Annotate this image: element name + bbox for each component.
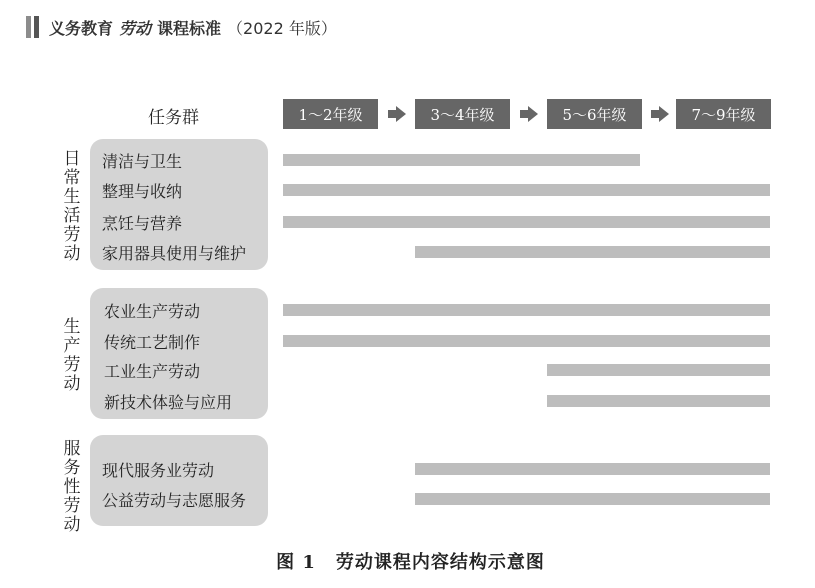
group-label-char: 动 xyxy=(63,374,81,394)
task-item: 家用器具使用与维护 xyxy=(102,244,247,263)
task-group-header: 任务群 xyxy=(148,108,199,128)
group-label-char: 生 xyxy=(63,317,81,337)
arrow-icon xyxy=(528,106,538,122)
group-label-char: 日 xyxy=(63,149,81,169)
task-item: 清洁与卫生 xyxy=(102,152,183,171)
header-bar-dark xyxy=(34,16,39,38)
header-title xyxy=(49,16,337,39)
grade-span-bar xyxy=(547,364,770,376)
grade-header-2: 3～4年级 xyxy=(415,99,510,129)
grade-span-bar xyxy=(415,463,770,475)
header-part3: 课程标准 xyxy=(157,18,222,38)
task-item: 整理与收纳 xyxy=(102,182,183,201)
grade-span-bar xyxy=(283,335,770,347)
group-label-char: 生 xyxy=(63,187,81,207)
header-part2: 劳动 xyxy=(119,18,152,38)
task-item: 现代服务业劳动 xyxy=(102,461,215,480)
grade-header-4: 7～9年级 xyxy=(676,99,771,129)
task-item: 烹饪与营养 xyxy=(102,214,183,233)
grade-span-bar xyxy=(415,493,770,505)
arrow-icon xyxy=(659,106,669,122)
caption-text: 劳动课程内容结构示意图 xyxy=(335,552,545,573)
task-item: 公益劳动与志愿服务 xyxy=(102,491,247,510)
caption-number: 图 1 xyxy=(276,552,316,573)
grade-span-bar xyxy=(283,184,770,196)
group-label-char: 劳 xyxy=(63,225,81,245)
header-bar-light xyxy=(26,16,31,38)
grade-span-bar xyxy=(547,395,770,407)
group-label-char: 动 xyxy=(63,515,81,535)
header-part4: （2022 年版） xyxy=(227,18,337,38)
task-item: 传统工艺制作 xyxy=(104,333,201,352)
group-label-char: 服 xyxy=(63,439,81,459)
group-label-char: 性 xyxy=(63,477,81,497)
grade-span-bar xyxy=(415,246,770,258)
task-item: 新技术体验与应用 xyxy=(104,393,233,412)
header-part1: 义务教育 xyxy=(49,18,114,38)
group-label-char: 常 xyxy=(63,168,81,188)
task-item: 农业生产劳动 xyxy=(104,302,201,321)
group-label-char: 劳 xyxy=(63,496,81,516)
arrow-icon xyxy=(396,106,406,122)
group-label-char: 活 xyxy=(63,206,81,226)
grade-span-bar xyxy=(283,154,640,166)
group-label-char: 动 xyxy=(63,244,81,264)
grade-header-1: 1～2年级 xyxy=(283,99,378,129)
grade-span-bar xyxy=(283,216,770,228)
figure-caption xyxy=(0,548,815,574)
page-header xyxy=(26,14,337,40)
grade-span-bar xyxy=(283,304,770,316)
grade-header-3: 5～6年级 xyxy=(547,99,642,129)
group-label-char: 产 xyxy=(63,336,81,356)
group-label-char: 劳 xyxy=(63,355,81,375)
group-label-char: 务 xyxy=(63,458,81,478)
task-item: 工业生产劳动 xyxy=(104,362,201,381)
